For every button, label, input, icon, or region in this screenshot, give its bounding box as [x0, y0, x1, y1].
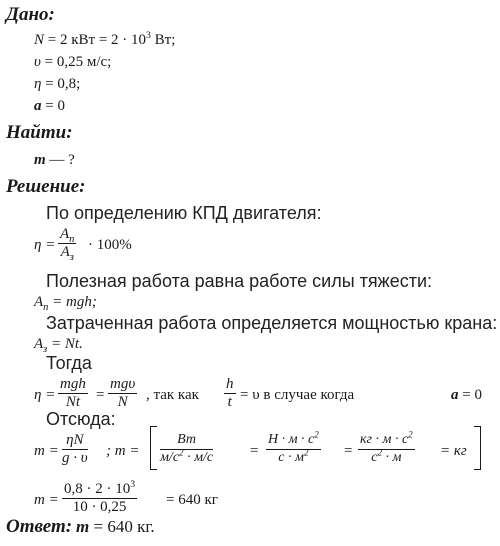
calc-result: = 640 кг	[166, 492, 218, 508]
mass-symbol: m	[34, 152, 46, 168]
useful-sub: п	[43, 302, 49, 313]
given-power	[34, 32, 175, 49]
then-eq: =	[96, 387, 105, 403]
units-fraction-3	[358, 429, 415, 466]
power-exponent: 3	[146, 30, 151, 41]
efficiency-symbol: η	[34, 76, 42, 92]
spent-sub: з	[43, 344, 48, 355]
then-f2-den: N	[117, 394, 128, 410]
units-fraction-1	[160, 432, 213, 466]
u1-den-a: м/с	[160, 450, 180, 465]
u3-den-a: с	[371, 450, 378, 465]
power-symbol: N	[34, 32, 45, 48]
u2-num-exp: 2	[314, 429, 319, 440]
then-cond-symbol: a	[451, 387, 459, 403]
solution-line-then: Тогда	[46, 353, 92, 373]
then-lhs: η =	[34, 387, 56, 403]
then-f1-den: Nt	[65, 394, 81, 410]
answer-heading: Ответ:	[6, 516, 73, 537]
u3-den-b: · м	[382, 450, 402, 465]
then-cond-rest: = 0	[458, 387, 482, 403]
then-fraction-2	[108, 376, 137, 410]
mass-lhs: m =	[34, 443, 59, 459]
then-f1-num: mgh	[60, 376, 86, 392]
then-fraction-1	[58, 376, 88, 410]
u3-num-exp: 2	[408, 429, 413, 440]
u3-num-a: кг · м · с	[360, 432, 409, 447]
find-mass	[34, 152, 75, 169]
mass-f1-num: ηN	[62, 432, 88, 450]
solution-line-useful-work: Полезная работа равна работе силы тяжести:	[46, 271, 432, 291]
u1-den	[160, 447, 214, 466]
speed-symbol: υ	[34, 54, 41, 70]
eff-num-sub: п	[69, 234, 75, 245]
mass-f1-den: g · υ	[62, 450, 88, 466]
u2-num	[266, 429, 321, 450]
u2-den	[266, 447, 321, 466]
spent-rest: = Nt.	[47, 336, 83, 352]
solution-heading: Решение:	[6, 176, 86, 197]
eff-numerator	[58, 226, 76, 244]
units-eq-3: =	[344, 443, 353, 459]
given-speed	[34, 54, 111, 71]
then-text-case: = υ в случае когда	[240, 387, 355, 403]
solution-line-hence: Отсюда:	[46, 409, 116, 429]
calc-num-exp: 3	[130, 479, 136, 490]
speed-value: = 0,25 м/с;	[40, 54, 112, 70]
calc-num	[62, 481, 137, 499]
u2-num-a: Н · м · с	[268, 432, 315, 447]
mass-fraction	[62, 432, 88, 466]
find-heading: Найти:	[6, 122, 73, 143]
calc-den: 10 · 0,25	[72, 499, 127, 515]
u3-num	[358, 429, 415, 450]
then-f2-num: mgυ	[110, 376, 136, 392]
given-acceleration	[34, 98, 65, 115]
units-result: = кг	[440, 443, 467, 459]
eff-percent: · 100%	[88, 237, 132, 253]
useful-base: A	[34, 294, 44, 310]
u3-den	[358, 447, 415, 466]
spent-base: A	[34, 336, 44, 352]
left-bracket	[150, 426, 157, 470]
eff-denominator	[58, 244, 76, 263]
calc-lhs: m =	[34, 492, 59, 508]
u1-den-b: · м/с	[183, 450, 214, 465]
eff-num-base: A	[60, 226, 70, 242]
mass-separator: ; m =	[106, 443, 140, 459]
calc-fraction	[62, 481, 137, 515]
eff-fraction	[58, 226, 76, 263]
answer-line	[6, 516, 155, 538]
then-text-since: , так как	[146, 387, 199, 403]
useful-rest: = mgh;	[48, 294, 97, 310]
units-eq-2: =	[250, 443, 259, 459]
eff-lhs: η =	[34, 237, 56, 253]
spent-work-formula	[34, 336, 83, 353]
eff-den-base: A	[60, 244, 70, 260]
power-conversion: = 2 кВт = 2 · 10	[44, 32, 147, 48]
then-f3-den: t	[227, 394, 232, 410]
u1-den-exp: 2	[179, 447, 184, 458]
u3-den-exp: 2	[377, 447, 383, 458]
eff-den-sub: з	[69, 252, 74, 263]
answer-value: = 640 кг.	[89, 517, 155, 536]
answer-symbol: m	[76, 517, 90, 536]
then-f3-num: h	[226, 376, 234, 392]
acceleration-symbol: a	[34, 98, 42, 114]
mass-unknown: — ?	[45, 152, 75, 168]
acceleration-value: = 0	[41, 98, 65, 114]
then-condition	[451, 387, 482, 404]
u1-num: Вт	[160, 432, 213, 450]
solution-line-efficiency-definition: По определению КПД двигателя:	[46, 203, 322, 223]
right-bracket	[474, 426, 481, 470]
power-unit: Вт;	[150, 32, 176, 48]
useful-work-formula	[34, 294, 97, 311]
efficiency-value: = 0,8;	[41, 76, 81, 92]
given-heading: Дано:	[6, 4, 55, 25]
then-fraction-3	[224, 376, 236, 410]
u2-den-exp: 2	[303, 447, 309, 458]
calc-num-a: 0,8 · 2 · 10	[64, 481, 131, 497]
given-efficiency	[34, 76, 80, 93]
u2-den-a: с · м	[278, 450, 304, 465]
units-fraction-2	[266, 429, 321, 466]
solution-line-spent-work: Затраченная работа определяется мощностью крана:	[46, 313, 498, 333]
